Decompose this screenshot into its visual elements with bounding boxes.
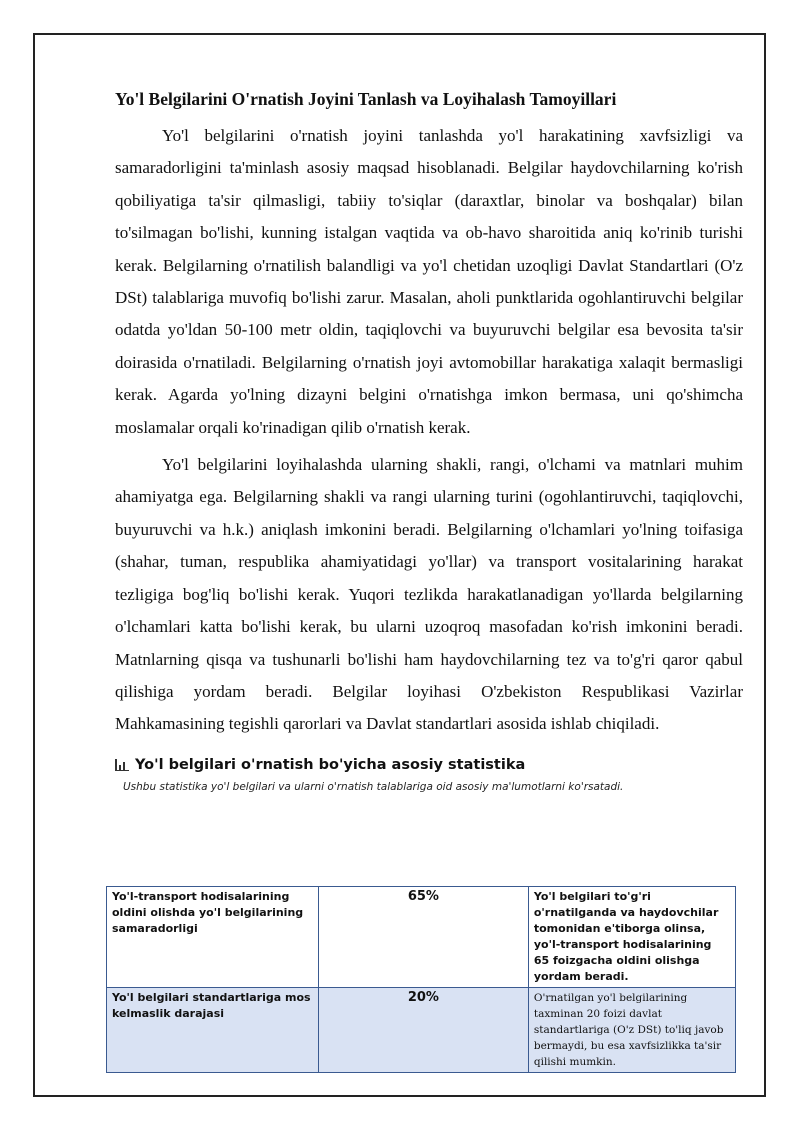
stats-heading-text: Yo'l belgilari o'rnatish bo'yicha asosiy statistika bbox=[135, 756, 526, 773]
stat-note: Yo'l belgilari to'g'ri o'rnatilganda va haydovchilar tomonidan e'tiborga olinsa, yo'l-transport hodisalarining 65 foizgacha oldini olishga yordam beradi. bbox=[528, 887, 735, 988]
stats-subtitle: Ushbu statistika yo'l belgilari va ularni o'rnatish talablariga oid asosiy ma'lumotlarni ko'rsatadi. bbox=[123, 780, 624, 793]
stat-note: O'rnatilgan yo'l belgilarining taxminan 20 foizi davlat standartlariga (O'z DSt) to'liq javob bermaydi, bu esa xavfsizlikka ta'sir qilishi mumkin. bbox=[528, 988, 735, 1073]
stat-label: Yo'l-transport hodisalarining oldini olishda yo'l belgilarining samaradorligi bbox=[107, 887, 319, 988]
document-title: Yo'l Belgilarini O'rnatish Joyini Tanlash va Loyihalash Tamoyillari bbox=[115, 89, 617, 109]
stats-table bbox=[106, 886, 736, 1073]
stat-label: Yo'l belgilari standartlariga mos kelmaslik darajasi bbox=[107, 988, 319, 1073]
table-row bbox=[107, 887, 736, 988]
stat-value: 65% bbox=[318, 887, 528, 988]
table-row bbox=[107, 988, 736, 1073]
paragraph-design: Yo'l belgilarini loyihalashda ularning shakli, rangi, o'lchami va matnlari muhim ahamiyatga ega. Belgilarning shakli va rangi ularning turini (ogohlantiruvchi, taqiqlovchi, buyuruvchi va h.k.) aniqlash imkonini beradi. Belgilarning o'lchamlari yo'lning toifasiga (shahar, tuman, respublika ahamiyatidagi yo'llar) va transport vositalarining harakat tezligiga bog'liq bo'lishi kerak. Yuqori tezlikda harakatlanadigan yo'llarda belgilarning o'lchamlari katta bo'lishi kerak, bu ularni uzoqroq masofadan ko'rish imkonini beradi. Matnlarning qisqa va tushunarli bo'lishi ham haydovchilarning tez va to'g'ri qaror qabul qilishiga yordam beradi. Belgilar loyihasi O'zbekiston Respublikasi Vazirlar Mahkamasining tegishli qarorlari va Davlat standartlari asosida ishlab chiqiladi. bbox=[115, 455, 743, 734]
document-body bbox=[115, 86, 743, 793]
bar-chart-icon bbox=[115, 759, 129, 771]
stats-heading bbox=[115, 757, 743, 773]
paragraph-placement: Yo'l belgilarini o'rnatish joyini tanlashda yo'l harakatining xavfsizligi va samaradorligini ta'minlash asosiy maqsad hisoblanadi. Belgilar haydovchilarning ko'rish qobiliyatiga ta'sir qilmasligi, tabiiy to'siqlar (daraxtlar, binolar va boshqalar) bilan to'silmagan bo'lishi, kunning istalgan vaqtida va ob-havo sharoitida aniq ko'rinib turishi kerak. Belgilarning o'rnatilish balandligi va yo'l chetidan uzoqligi Davlat Standartlari (O'z DSt) talablariga muvofiq bo'lishi zarur. Masalan, aholi punktlarida ogohlantiruvchi belgilar odatda yo'ldan 50-100 metr oldin, taqiqlovchi va buyuruvchi belgilar esa bevosita ta'sir doirasida o'rnatiladi. Belgilarning o'rnatish joyi avtomobillar harakatiga xalaqit bermasligi kerak. Agarda yo'lning dizayni belgini o'rnatishga imkon bermasa, uni qo'shimcha moslamalar orqali ko'rinadigan qilib o'rnatish kerak. bbox=[115, 126, 743, 437]
stat-value: 20% bbox=[318, 988, 528, 1073]
